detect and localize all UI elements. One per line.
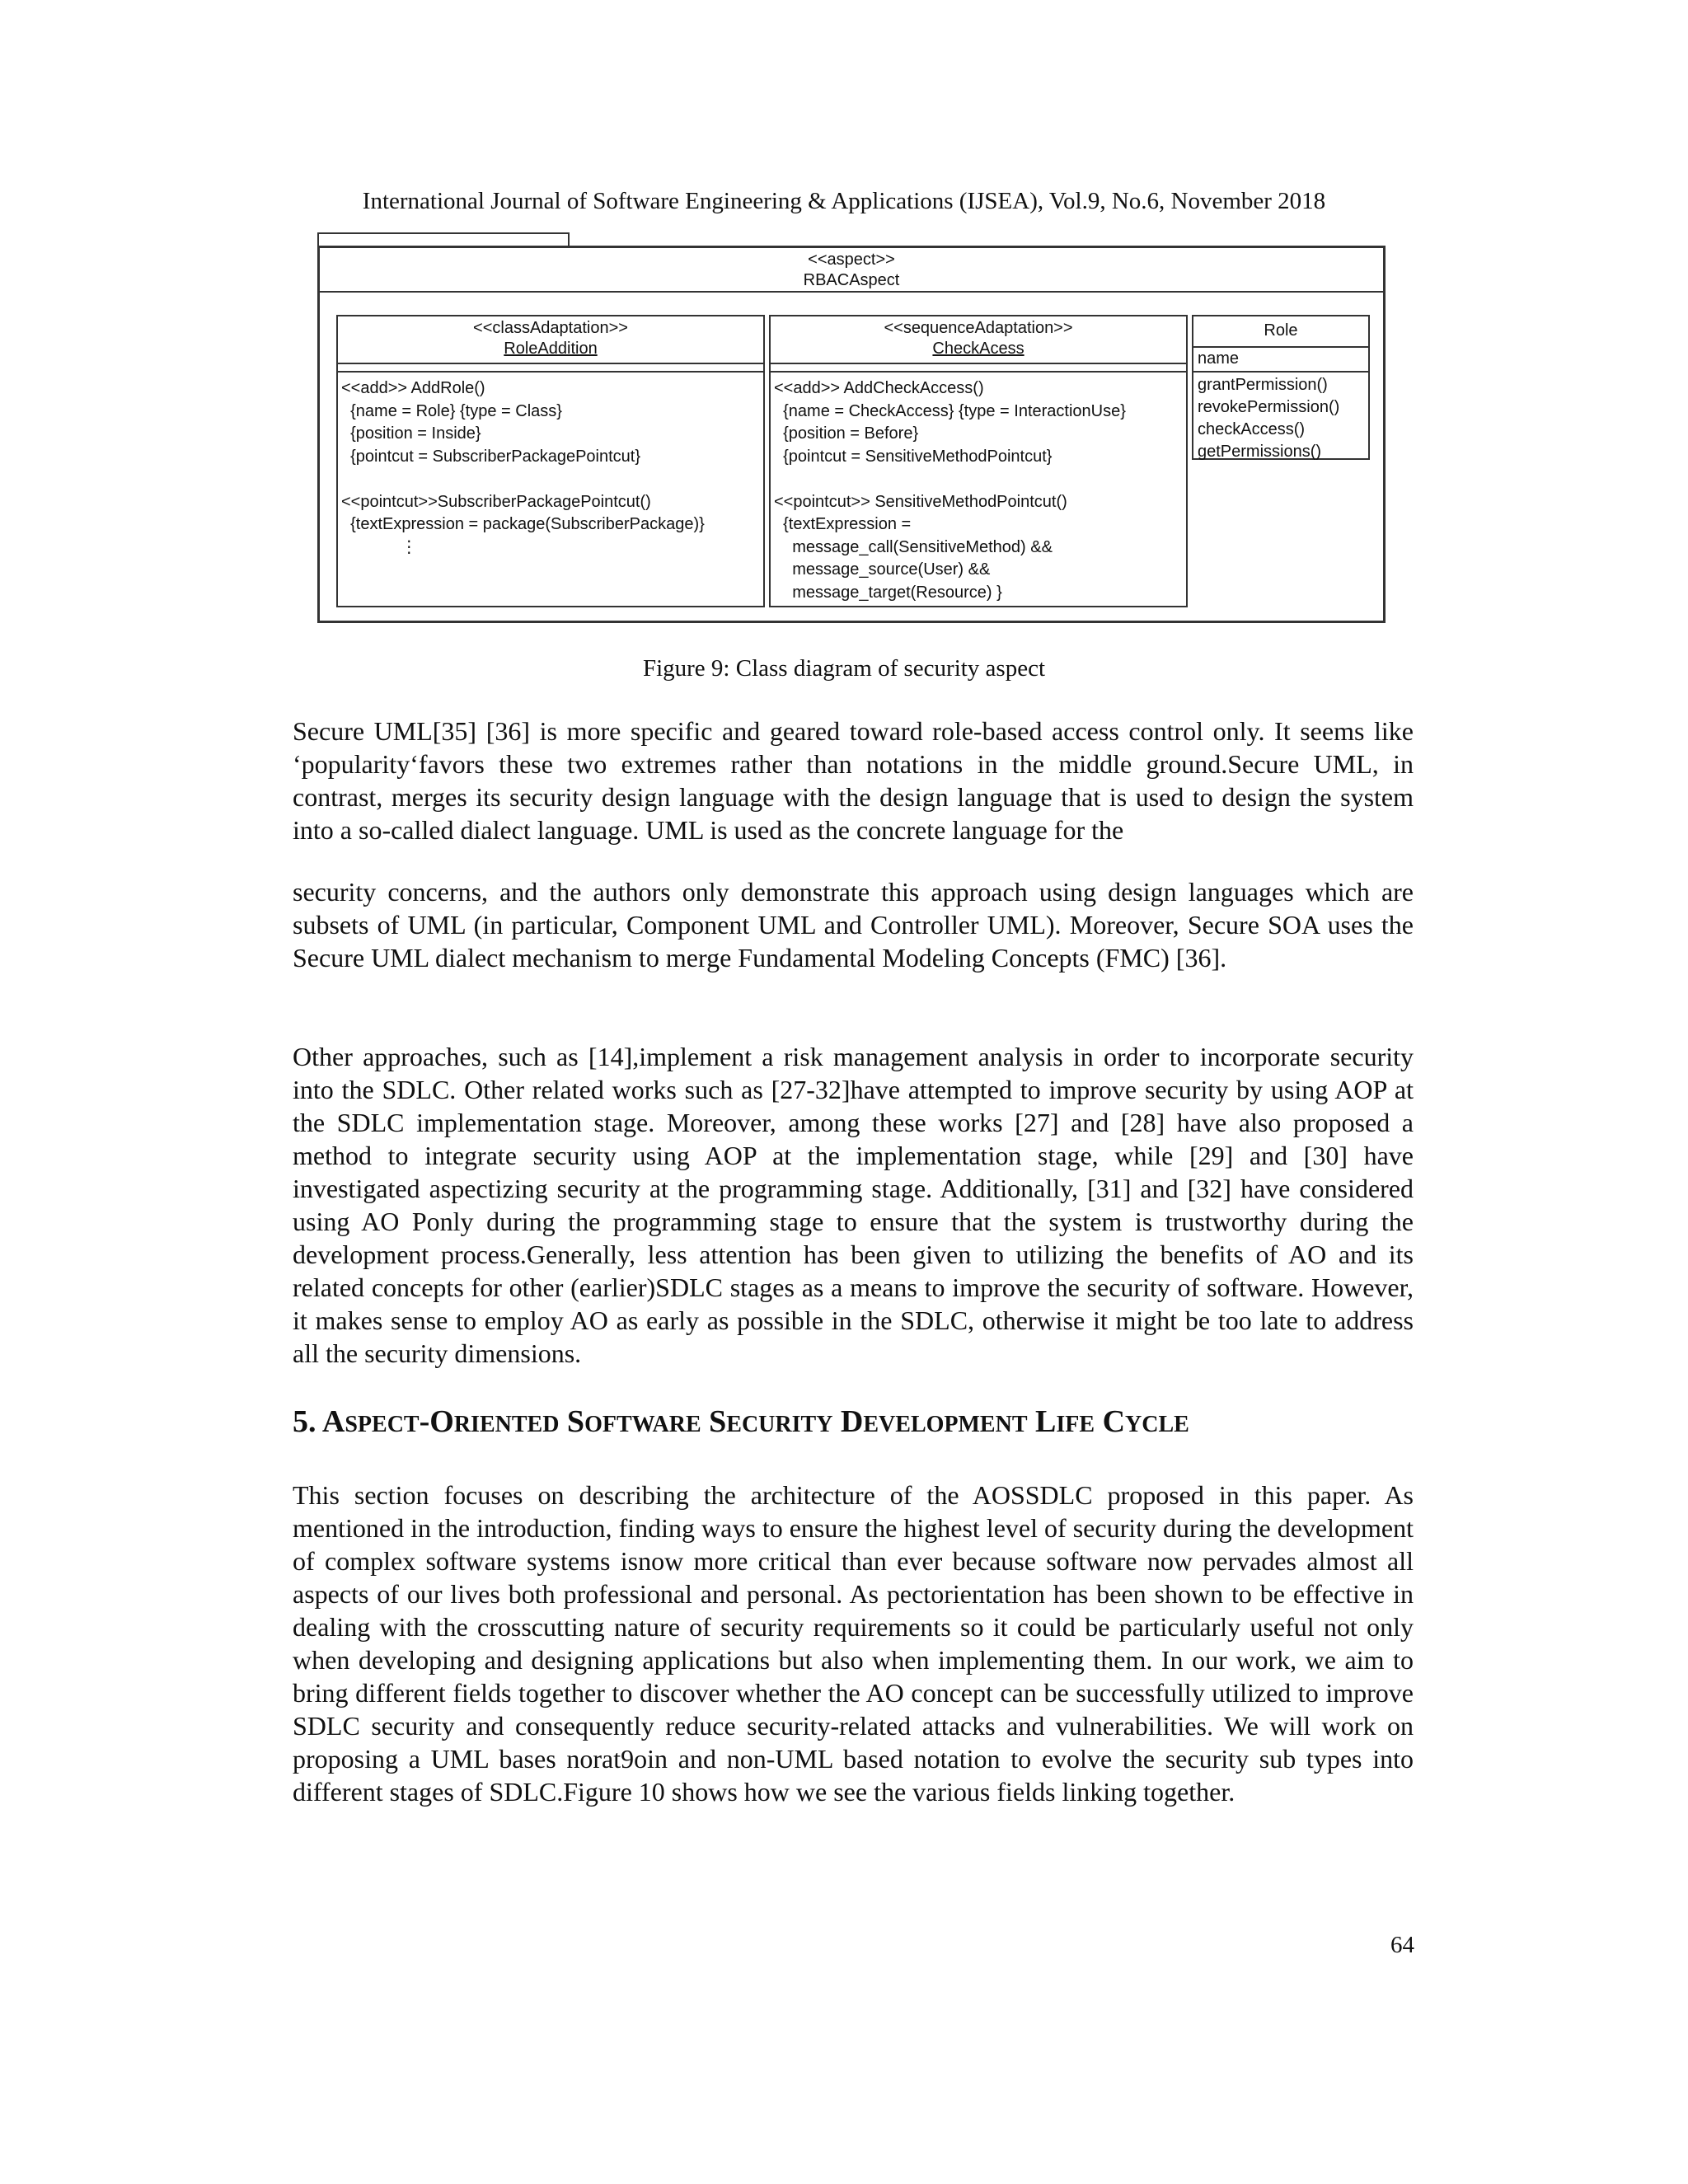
paragraph-aossdlc: This section focuses on describing the architecture of the AOSSDLC proposed in this paper. As mentioned in the introduction, finding ways to ensure the highest level of security during the development of complex software systems isnow more critical than ever because software now pervades almost all aspects of our lives both professional and personal. As pectorientation has been shown to be effective in dealing with the crosscutting nature of security requirements so it could be particularly useful not only when developing and designing applications but also when implementing them. In our work, we aim to bring different fields together to discover whether the AO concept can be successfully utilized to improve SDLC security and consequently reduce security-related attacks and vulnerabilities. We will work on proposing a UML bases norat9oin and non-UML based notation to evolve the security sub types into different stages of SDLC.Figure 10 shows how we see the various fields linking together. xyxy=(293,1480,1414,1807)
role-class-name: Role xyxy=(1193,316,1368,348)
rbac-aspect-package xyxy=(317,246,1386,623)
class-diagram-figure xyxy=(317,232,1386,623)
check-access-attributes xyxy=(771,364,1186,373)
paragraph-security-concerns: security concerns, and the authors only demonstrate this approach using design languages which are subsets of UML (in particular, Component UML and Controller UML). Moreover, Secure SOA uses the Secure UML dialect mechanism to merge Fundamental Modeling Concepts (FMC) [36]. xyxy=(293,877,1414,972)
check-access-stereotype: <<sequenceAdaptation>> xyxy=(884,319,1073,337)
role-addition-attributes xyxy=(338,364,763,373)
role-addition-class xyxy=(336,315,765,607)
role-operation: getPermissions() xyxy=(1198,443,1322,461)
package-title xyxy=(320,248,1383,293)
section-number: 5. xyxy=(293,1404,316,1439)
role-addition-stereotype: <<classAdaptation>> xyxy=(473,319,628,337)
role-class-attribute: name xyxy=(1193,348,1368,373)
role-addition-operations: <<add>> AddRole() {name = Role} {type = Class} {position = Inside} {pointcut = SubscriberPackagePointcut} <<pointcut>>SubscriberPackagePointcut() {textExpression = package(SubscriberPackage)} ⋮ xyxy=(341,379,705,556)
role-addition-name: RoleAddition xyxy=(504,340,598,358)
check-access-class xyxy=(769,315,1188,607)
role-class-operations xyxy=(1193,373,1368,463)
role-class xyxy=(1192,315,1370,460)
role-operation: checkAccess() xyxy=(1198,420,1306,438)
check-access-operations: <<add>> AddCheckAccess() {name = CheckAccess} {type = InteractionUse} {position = Before} {pointcut = SensitiveMethodPointcut} <<pointcut>> SensitiveMethodPointcut() {textExpression = message_call(SensitiveMethod) && message_source(User) && message_target(Resource) } xyxy=(774,379,1126,602)
role-operation: revokePermission() xyxy=(1198,398,1340,416)
role-operation: grantPermission() xyxy=(1198,376,1328,394)
package-tab xyxy=(317,232,570,246)
package-stereotype: <<aspect>> xyxy=(808,251,895,269)
check-access-name: CheckAcess xyxy=(932,340,1025,358)
package-name: RBACAspect xyxy=(803,271,900,289)
paragraph-other-approaches: Other approaches, such as [14],implement a risk management analysis in order to incorporate security into the SDLC. Other related works such as [27-32]have attempted to improve security by using AOP at the SDLC implementation stage. Moreover, among these works [27] and [28] have also proposed a method to integrate security using AOP at the implementation stage, while [29] and [30] have investigated aspectizing security at the programming stage. Additionally, [31] and [32] have considered using AO Ponly during the programming stage to ensure that the system is trustworthy during the development process.Generally, less attention has been given to utilizing the benefits of AO and its related concepts for other (earlier)SDLC stages as a means to improve the security of software. However, it makes sense to employ AO as early as possible in the SDLC, otherwise it might be too late to address all the security dimensions. xyxy=(293,1042,1414,1368)
page-number: 64 xyxy=(1390,1932,1414,1958)
check-access-header xyxy=(771,316,1186,364)
section-heading: 5. ASPECT-ORIENTED SOFTWARE SECURITY DEVELOPMENT LIFE CYCLE xyxy=(293,1404,1189,1439)
paragraph-secure-uml: Secure UML[35] [36] is more specific and geared toward role-based access control only. It seems like ‘popularity‘favors these two extremes rather than notations in the middle ground.Secure UML, in contrast, merges its security design language with the design language that is used to design the system into a so-called dialect language. UML is used as the concrete language for the xyxy=(293,716,1414,845)
figure-caption: Figure 9: Class diagram of security aspect xyxy=(642,655,1046,682)
journal-header: International Journal of Software Engineering & Applications (IJSEA), Vol.9, No.6, November 2018 xyxy=(362,188,1326,214)
role-addition-header xyxy=(338,316,763,364)
